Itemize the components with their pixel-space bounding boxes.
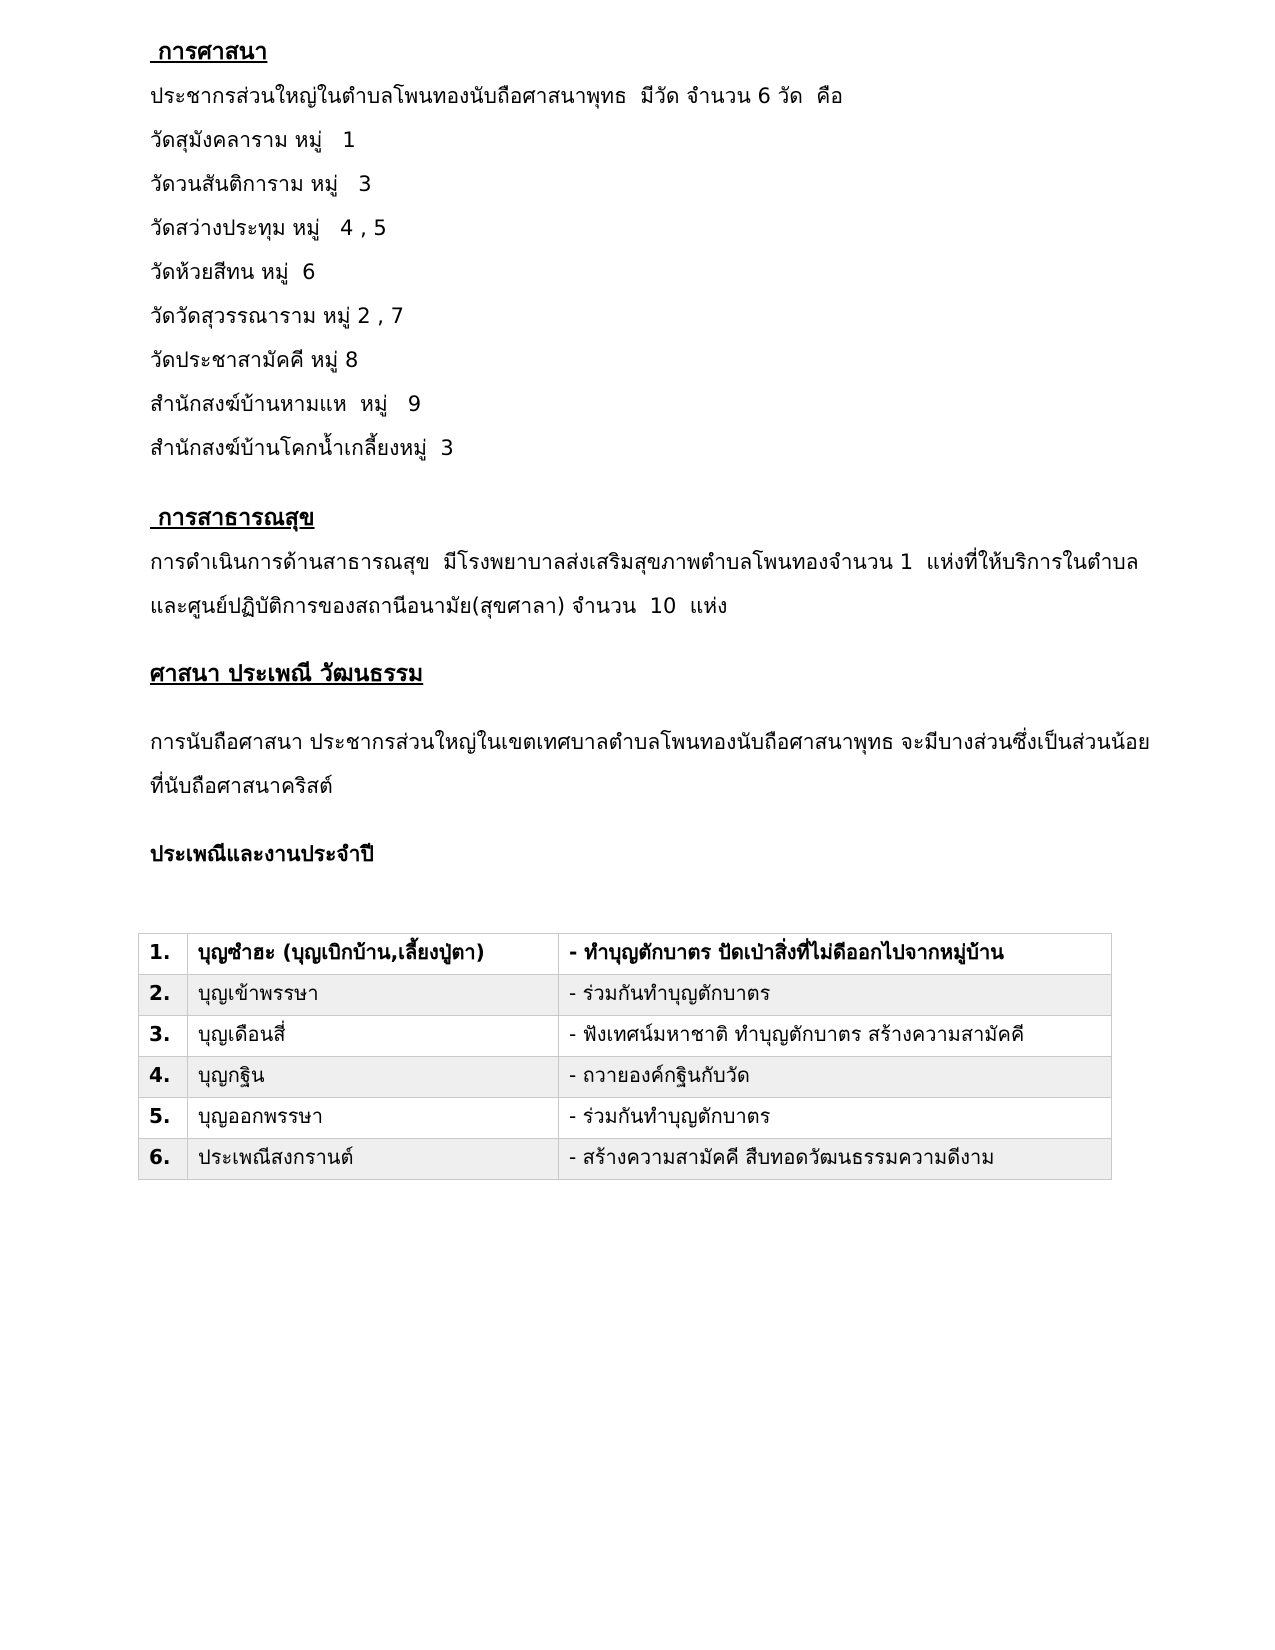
customs-table	[138, 933, 1112, 1180]
custom-description: - ร่วมกันทำบุญตักบาตร	[559, 975, 1112, 1016]
custom-description: - สร้างความสามัคคี สืบทอดวัฒนธรรมความดีงาม	[559, 1139, 1112, 1180]
table-row	[139, 975, 1112, 1016]
temple-item: วัดสุมังคลาราม หมู่ 1	[150, 128, 356, 152]
temple-item: วัดวัดสุวรรณาราม หมู่ 2 , 7	[150, 304, 404, 328]
row-number: 4.	[139, 1057, 188, 1098]
temple-item: วัดประชาสามัคคี หมู่ 8	[150, 348, 359, 372]
custom-description: - ถวายองค์กฐินกับวัด	[559, 1057, 1112, 1098]
document-page	[150, 30, 1151, 876]
table-row	[139, 1139, 1112, 1180]
spacer	[150, 808, 1130, 832]
table-row	[139, 934, 1112, 975]
custom-description: - ทำบุญตักบาตร ปัดเป่าสิ่งที่ไม่ดีออกไปจากหมู่บ้าน	[559, 934, 1112, 975]
spacer	[150, 696, 1130, 720]
culture-line-2: ที่นับถือศาสนาคริสต์	[150, 774, 333, 798]
spacer	[150, 628, 1130, 652]
custom-description: - ร่วมกันทำบุญตักบาตร	[559, 1098, 1112, 1139]
row-number: 3.	[139, 1016, 188, 1057]
temple-item: สำนักสงฆ์บ้านหามแห หมู่ 9	[150, 392, 422, 416]
health-heading: การสาธารณสุข	[150, 505, 315, 531]
custom-name: บุญเดือนสี่	[188, 1016, 559, 1057]
custom-name: บุญซำฮะ (บุญเบิกบ้าน,เลี้ยงปู่ตา)	[188, 934, 559, 975]
customs-heading: ประเพณีและงานประจำปี	[150, 842, 374, 866]
custom-name: ประเพณีสงกรานต์	[188, 1139, 559, 1180]
table-row	[139, 1016, 1112, 1057]
temple-item: วัดห้วยสีทน หมู่ 6	[150, 260, 316, 284]
religion-intro: ประชากรส่วนใหญ่ในตำบลโพนทองนับถือศาสนาพุทธ มีวัด จำนวน 6 วัด คือ	[150, 84, 843, 108]
temple-item: สำนักสงฆ์บ้านโคกน้ำเกลี้ยงหมู่ 3	[150, 436, 454, 460]
table-row	[139, 1057, 1112, 1098]
health-line-1: การดำเนินการด้านสาธารณสุข มีโรงพยาบาลส่งเสริมสุขภาพตำบลโพนทองจำนวน 1 แห่งที่ให้บริการในตำบล	[150, 550, 1139, 574]
spacer	[150, 470, 1130, 496]
row-number: 2.	[139, 975, 188, 1016]
health-line-2: และศูนย์ปฏิบัติการของสถานีอนามัย(สุขศาลา) จำนวน 10 แห่ง	[150, 594, 728, 618]
custom-name: บุญกฐิน	[188, 1057, 559, 1098]
culture-heading: ศาสนา ประเพณี วัฒนธรรม	[150, 661, 424, 687]
culture-line-1: การนับถือศาสนา ประชากรส่วนใหญ่ในเขตเทศบาลตำบลโพนทองนับถือศาสนาพุทธ จะมีบางส่วนซึ่งเป็นส่วนน้อย	[150, 730, 1151, 754]
custom-name: บุญออกพรรษา	[188, 1098, 559, 1139]
custom-name: บุญเข้าพรรษา	[188, 975, 559, 1016]
row-number: 1.	[139, 934, 188, 975]
custom-description: - ฟังเทศน์มหาชาติ ทำบุญตักบาตร สร้างความสามัคคี	[559, 1016, 1112, 1057]
temple-item: วัดสว่างประทุม หมู่ 4 , 5	[150, 216, 387, 240]
row-number: 5.	[139, 1098, 188, 1139]
table-row	[139, 1098, 1112, 1139]
row-number: 6.	[139, 1139, 188, 1180]
religion-heading: การศาสนา	[150, 39, 268, 65]
temple-item: วัดวนสันติการาม หมู่ 3	[150, 172, 372, 196]
